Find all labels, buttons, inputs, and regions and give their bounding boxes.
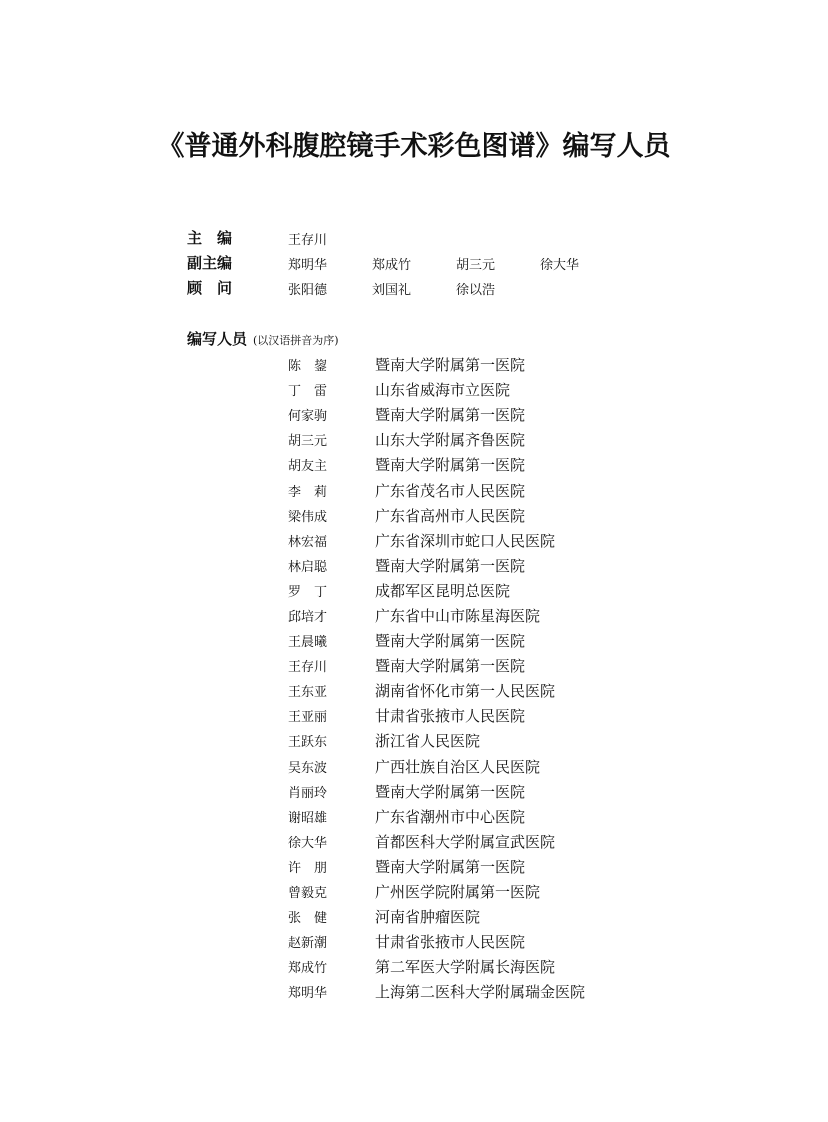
- contributor-affiliation: 山东省威海市立医院: [375, 381, 511, 400]
- contributor-name: 肖丽玲: [288, 785, 328, 801]
- contributor-affiliation: 广西壮族自治区人民医院: [375, 757, 541, 776]
- contributor-name: 王存川: [288, 660, 328, 676]
- contributors-heading: [187, 328, 587, 349]
- contributor-row: [288, 653, 708, 678]
- contributor-affiliation: 甘肃省张掖市人民医院: [375, 933, 526, 952]
- contributor-name: 丁 雷: [288, 384, 328, 400]
- contributor-affiliation: 广东省中山市陈星海医院: [375, 606, 541, 625]
- editor-name: 胡三元: [456, 258, 496, 273]
- contributor-affiliation: 广州医学院附属第一医院: [375, 883, 541, 902]
- contributor-affiliation: 首都医科大学附属宣武医院: [375, 832, 556, 851]
- contributor-name: 林宏福: [288, 534, 328, 550]
- contributor-row: [288, 352, 708, 377]
- contributor-affiliation: 暨南大学附属第一医院: [375, 857, 526, 876]
- editor-name: 王存川: [288, 233, 328, 248]
- editor-name: 张阳德: [288, 283, 328, 298]
- contributor-name: 陈 鋆: [288, 359, 328, 375]
- contributor-row: [288, 603, 708, 628]
- contributor-name: 林启聪: [288, 559, 328, 575]
- editor-row: [187, 277, 707, 299]
- contributor-affiliation: 甘肃省张掖市人民医院: [375, 707, 526, 726]
- contributor-affiliation: 广东省潮州市中心医院: [375, 807, 526, 826]
- contributor-row: [288, 377, 708, 402]
- contributor-name: 胡友主: [288, 459, 328, 475]
- contributor-affiliation: 河南省肿瘤医院: [375, 908, 481, 927]
- editor-row: [187, 227, 707, 249]
- contributor-name: 何家驹: [288, 409, 328, 425]
- contributor-affiliation: 暨南大学附属第一医院: [375, 632, 526, 651]
- contributors-list: [288, 352, 708, 1004]
- contributor-name: 王跃东: [288, 735, 328, 751]
- editor-role: 主 编: [187, 229, 233, 247]
- contributor-name: 李 莉: [288, 484, 328, 500]
- contributor-affiliation: 暨南大学附属第一医院: [375, 456, 526, 475]
- contributor-name: 张 健: [288, 911, 328, 927]
- contributor-name: 邱培才: [288, 609, 328, 625]
- editor-role: 顾 问: [187, 279, 233, 297]
- contributor-affiliation: 第二军医大学附属长海医院: [375, 958, 556, 977]
- contributor-name: 郑明华: [288, 986, 328, 1002]
- editor-name: 郑明华: [288, 258, 328, 273]
- contributor-affiliation: 成都军区昆明总医院: [375, 581, 511, 600]
- editor-name: 徐以浩: [456, 283, 496, 298]
- contributor-row: [288, 402, 708, 427]
- editor-name: 徐大华: [540, 258, 580, 273]
- contributor-affiliation: 浙江省人民医院: [375, 732, 481, 751]
- contributor-row: [288, 452, 708, 477]
- section-note: (以汉语拼音为序): [253, 334, 339, 347]
- editor-name: 郑成竹: [372, 258, 412, 273]
- contributor-affiliation: 暨南大学附属第一医院: [375, 406, 526, 425]
- contributor-row: [288, 628, 708, 653]
- contributor-row: [288, 477, 708, 502]
- contributor-row: [288, 829, 708, 854]
- contributor-name: 赵新潮: [288, 936, 328, 952]
- contributor-name: 胡三元: [288, 434, 328, 450]
- contributor-affiliation: 广东省高州市人民医院: [375, 506, 526, 525]
- contributor-row: [288, 979, 708, 1004]
- contributor-row: [288, 528, 708, 553]
- contributor-affiliation: 暨南大学附属第一医院: [375, 782, 526, 801]
- contributor-affiliation: 湖南省怀化市第一人民医院: [375, 682, 556, 701]
- contributor-row: [288, 678, 708, 703]
- contributor-row: [288, 779, 708, 804]
- contributor-name: 王晨曦: [288, 635, 328, 651]
- contributor-row: [288, 929, 708, 954]
- contributor-affiliation: 广东省茂名市人民医院: [375, 481, 526, 500]
- editor-role: 副主编: [187, 254, 233, 272]
- editor-name: 刘国礼: [372, 283, 412, 298]
- contributor-name: 罗 丁: [288, 584, 328, 600]
- section-label: 编写人员: [187, 330, 248, 348]
- contributor-row: [288, 804, 708, 829]
- contributor-row: [288, 879, 708, 904]
- contributor-name: 郑成竹: [288, 961, 328, 977]
- contributor-affiliation: 暨南大学附属第一医院: [375, 657, 526, 676]
- contributor-row: [288, 904, 708, 929]
- contributor-row: [288, 578, 708, 603]
- contributor-row: [288, 427, 708, 452]
- contributor-row: [288, 854, 708, 879]
- contributor-name: 梁伟成: [288, 509, 328, 525]
- editor-row: [187, 252, 707, 274]
- contributor-row: [288, 954, 708, 979]
- contributor-name: 曾毅克: [288, 886, 328, 902]
- contributor-affiliation: 暨南大学附属第一医院: [375, 356, 526, 375]
- contributor-row: [288, 703, 708, 728]
- contributor-name: 徐大华: [288, 835, 328, 851]
- contributor-name: 许 朋: [288, 860, 328, 876]
- contributor-affiliation: 暨南大学附属第一医院: [375, 556, 526, 575]
- contributor-affiliation: 山东大学附属齐鲁医院: [375, 431, 526, 450]
- contributor-row: [288, 553, 708, 578]
- page-title: 《普通外科腹腔镜手术彩色图谱》编写人员: [157, 131, 671, 162]
- contributor-row: [288, 728, 708, 753]
- contributor-name: 王亚丽: [288, 710, 328, 726]
- contributor-name: 谢昭雄: [288, 810, 328, 826]
- contributor-name: 吴东波: [288, 760, 328, 776]
- contributor-affiliation: 广东省深圳市蛇口人民医院: [375, 531, 556, 550]
- contributor-row: [288, 754, 708, 779]
- contributor-row: [288, 503, 708, 528]
- contributor-affiliation: 上海第二医科大学附属瑞金医院: [375, 983, 586, 1002]
- contributor-name: 王东亚: [288, 685, 328, 701]
